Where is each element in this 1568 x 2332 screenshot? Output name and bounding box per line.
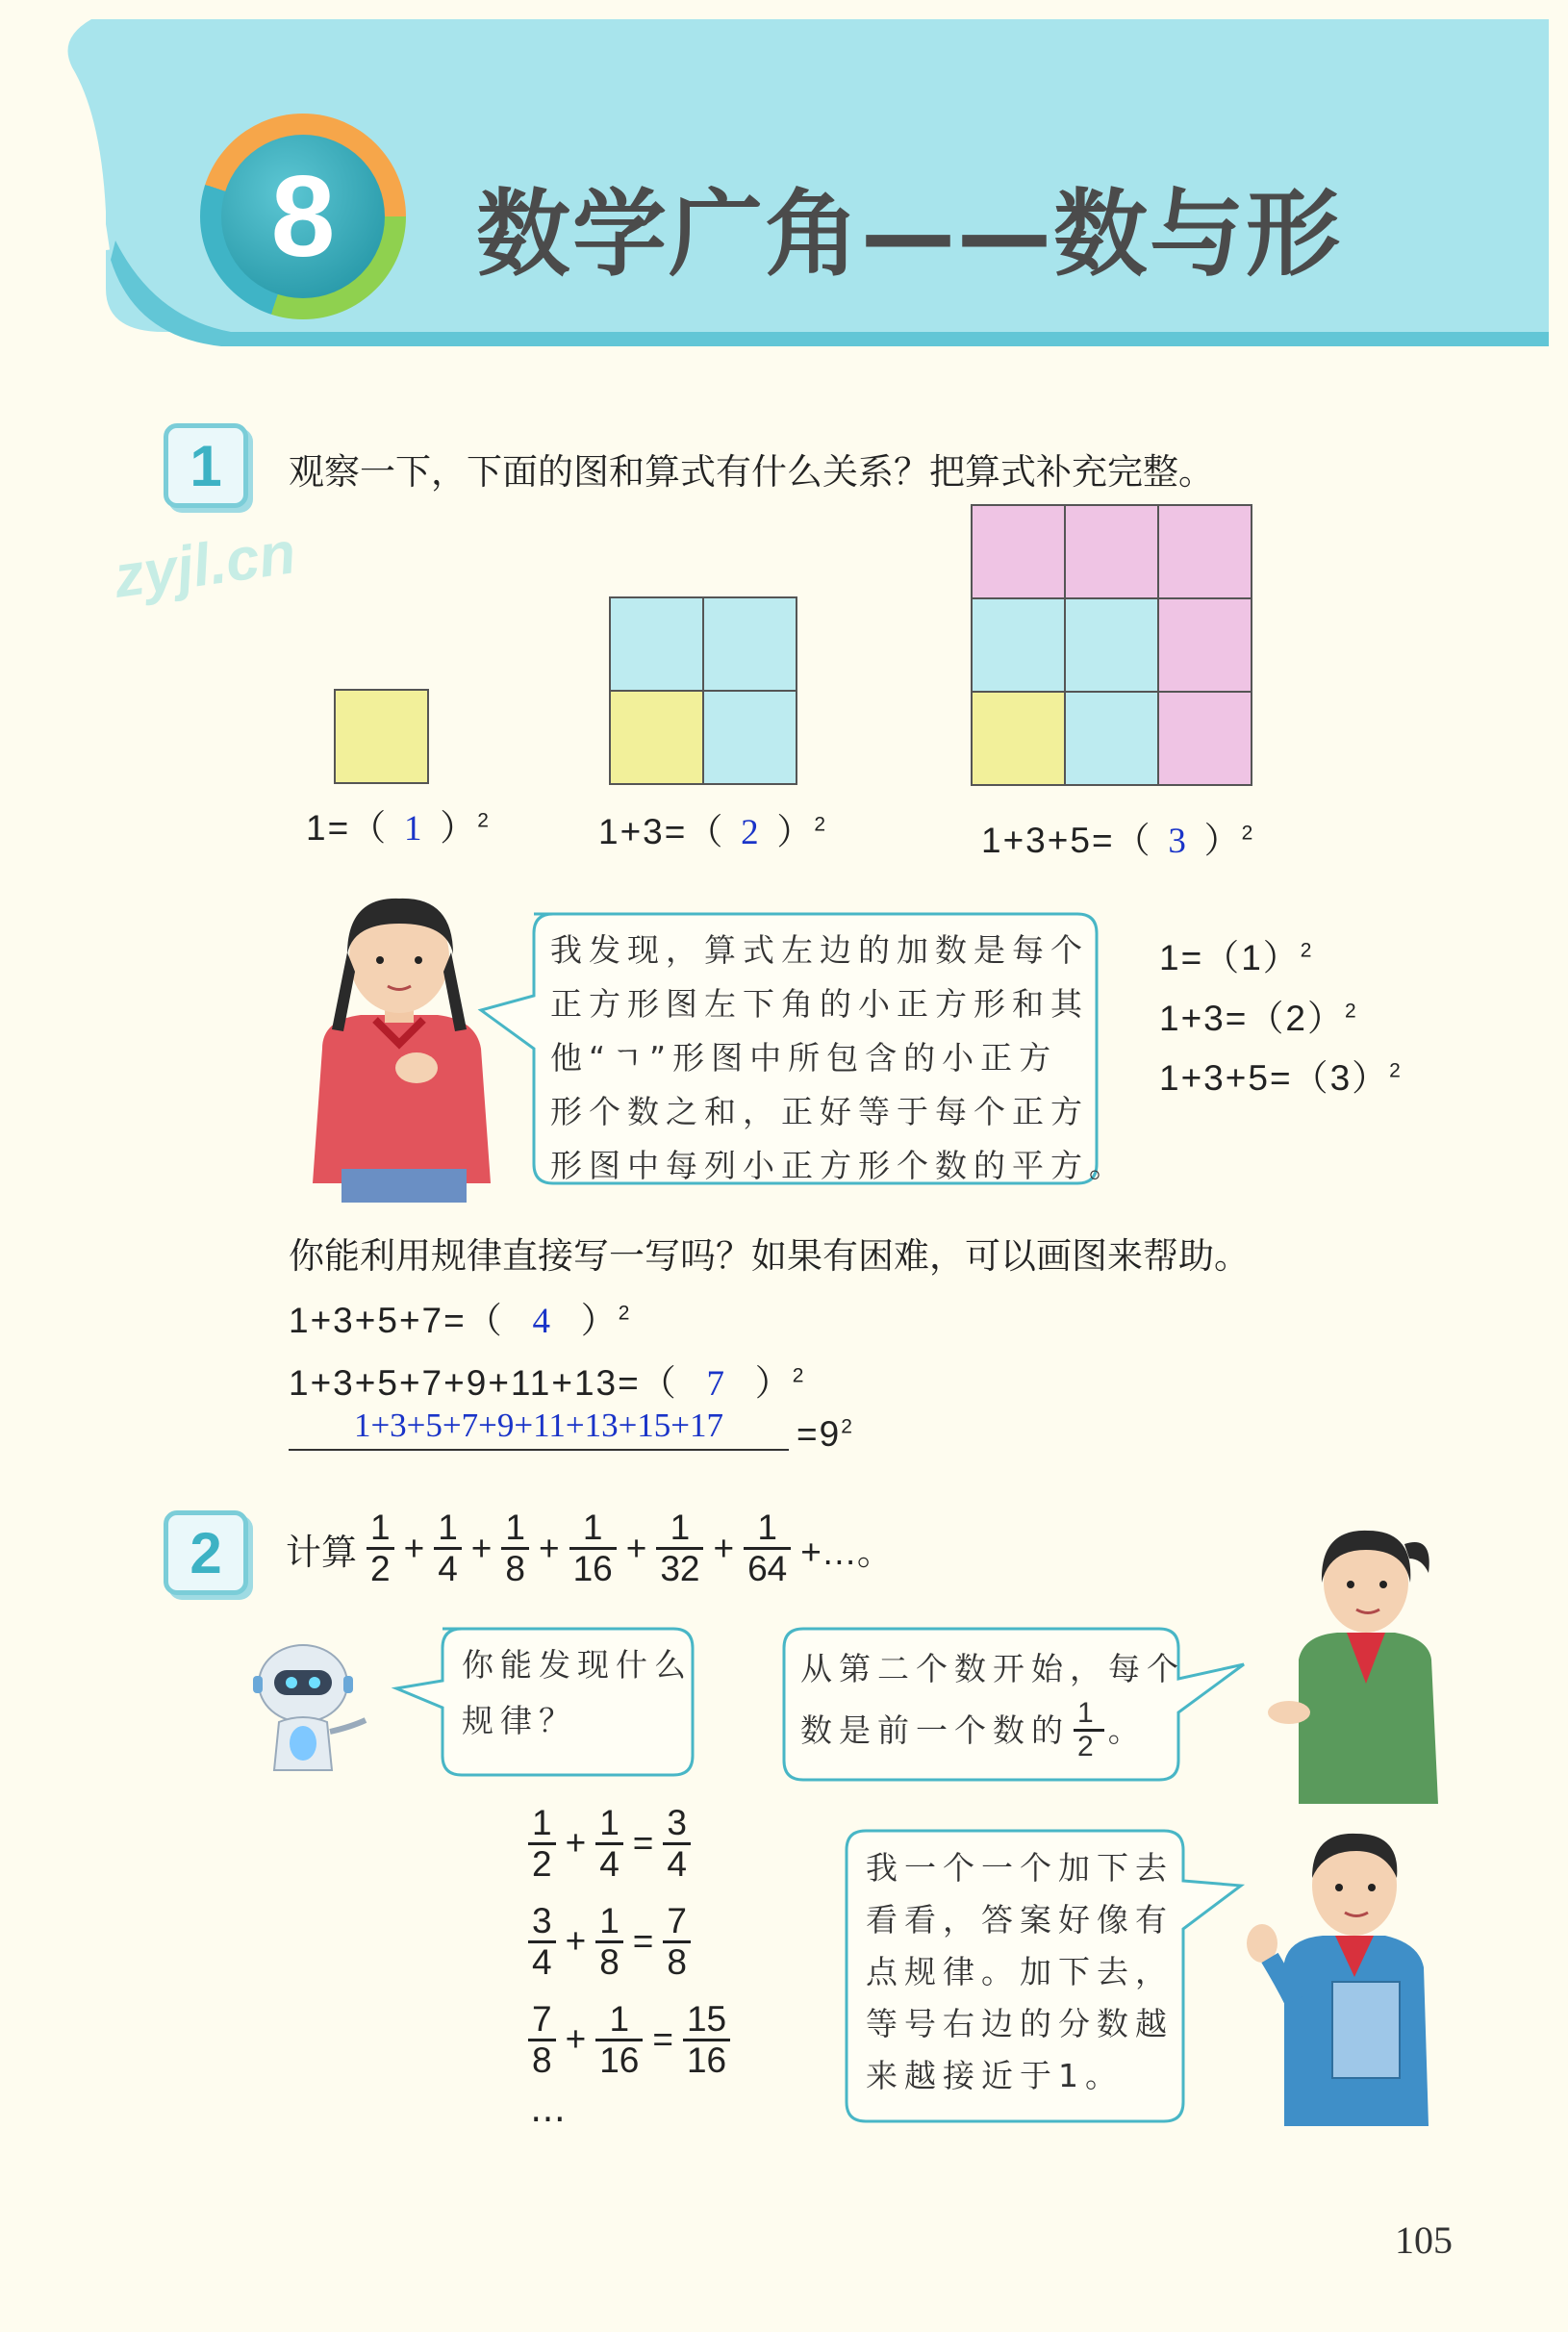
square-2x2 (610, 597, 797, 784)
fraction: $\frac{1}{64}$ (744, 1508, 791, 1588)
square-diagrams (327, 500, 1289, 798)
fraction-step-3 (524, 1990, 734, 2089)
example-2-badge: 2 (164, 1510, 248, 1595)
exercise-2-answer: 7 (706, 1364, 726, 1404)
plus-sign: + (565, 2019, 587, 2059)
watermark: zyjl.cn (110, 520, 300, 611)
formula-3: 1+3+5=（ 3 ）$^2$ (981, 821, 1255, 861)
fraction: $\frac{7}{8}$ (663, 1902, 691, 1982)
girl-bubble-line: 数是前一个数的 $\frac{1}{2}$ 。 (800, 1697, 1147, 1762)
fraction: $\frac{1}{32}$ (656, 1508, 703, 1588)
answer-2: 2 (741, 813, 761, 852)
fraction: $\frac{3}{4}$ (663, 1804, 691, 1884)
bubble-1-line: 他“ㄱ”形图中所包含的小正方 (550, 1039, 1058, 1077)
girl-pointing-illustration (1260, 1515, 1453, 1813)
fraction: $\frac{1}{16}$ (569, 1508, 617, 1588)
boy-bubble-line: 点规律。加下去， (866, 1953, 1174, 1990)
formula-1: 1=（ 1 ）$^2$ (306, 808, 491, 849)
fraction-step-2 (524, 1892, 734, 1990)
girl-bubble-text (800, 1640, 1185, 1762)
example-1-question: 观察一下，下面的图和算式有什么关系？把算式补充完整。 (289, 451, 1214, 493)
plus-sign: + (713, 1528, 735, 1568)
robot-bubble-line: 你能发现什么 (462, 1646, 693, 1684)
series-tail: +…。 (800, 1532, 893, 1572)
side-formula-1: $1=(1)^2$ (1159, 938, 1314, 977)
page-number: 105 (1395, 2218, 1453, 2262)
bubble-1-line: 形图中每列小正方形个数的平方。 (550, 1147, 1127, 1184)
fraction: $\frac{1}{8}$ (595, 1902, 623, 1982)
boy-bubble-line: 我一个一个加下去 (866, 1849, 1174, 1887)
fraction: $\frac{1}{16}$ (595, 2000, 643, 2080)
fill-blank-answer: 1+3+5+7+9+11+13+15+17 (353, 1407, 724, 1444)
steps-ellipsis: … (530, 2089, 566, 2130)
answer-1: 1 (403, 809, 424, 849)
exercise-1: 1+3+5+7=（ 4 ）$^2$ (289, 1301, 632, 1341)
fraction: $\frac{1}{2}$ (528, 1804, 556, 1884)
boy-bubble-text (866, 1842, 1174, 2102)
bubble-1-line: 形个数之和，正好等于每个正方 (550, 1093, 1089, 1130)
equals-sign: = (632, 1921, 654, 1961)
chapter-title: 数学广角——数与形 (476, 180, 1343, 290)
chapter-number: 8 (221, 135, 385, 298)
example-2-expression (286, 1508, 898, 1588)
boy-bubble-line: 看看，答案好像有 (866, 1901, 1174, 1939)
example-2-label: 计算 (286, 1531, 357, 1573)
boy-bubble-line: 等号右边的分数越 (866, 2005, 1174, 2042)
fraction: $\frac{7}{8}$ (528, 2000, 556, 2080)
plus-sign: + (565, 1823, 587, 1863)
fraction: $\frac{1}{2}$ (1074, 1698, 1104, 1762)
exercise-2: 1+3+5+7+9+11+13=（ 7 ）$^2$ (289, 1363, 806, 1404)
robot-illustration (236, 1635, 399, 1780)
fraction: $\frac{1}{8}$ (501, 1508, 529, 1588)
fill-blank-right: $=9^2$ (797, 1414, 854, 1454)
girl-bubble-line: 从第二个数开始，每个 (800, 1650, 1185, 1687)
robot-bubble-text (462, 1637, 693, 1749)
fill-blank (289, 1407, 789, 1451)
fraction: $\frac{15}{16}$ (683, 2000, 730, 2080)
side-formula-3: $1+3+5=(3)^2$ (1159, 1058, 1403, 1098)
plus-sign: + (565, 1921, 587, 1961)
fraction-steps (524, 1794, 734, 2130)
square-1x1 (335, 690, 428, 783)
boy-bubble-line: 来越接近于1。 (866, 2057, 1124, 2094)
bubble-1-line: 正方形图左下角的小正方形和其 (550, 985, 1089, 1023)
plus-sign: + (470, 1528, 493, 1568)
fraction: $\frac{1}{4}$ (434, 1508, 462, 1588)
fraction: $\frac{3}{4}$ (528, 1902, 556, 1982)
plus-sign: + (538, 1528, 560, 1568)
fraction: $\frac{1}{2}$ (367, 1508, 394, 1588)
answer-3: 3 (1168, 822, 1188, 861)
example-1-badge: 1 (164, 423, 248, 508)
fraction-step-1 (524, 1794, 734, 1892)
example-1-prompt: 你能利用规律直接写一写吗？如果有困难，可以画图来帮助。 (289, 1235, 1250, 1277)
exercise-1-answer: 4 (532, 1302, 552, 1341)
square-3x3 (972, 505, 1252, 785)
equals-sign: = (632, 1823, 654, 1863)
robot-bubble-line: 规律？ (462, 1702, 577, 1739)
plus-sign: + (625, 1528, 647, 1568)
equals-sign: = (652, 2019, 673, 2059)
formula-2: 1+3=（ 2 ）$^2$ (598, 812, 828, 852)
side-formula-2: $1+3=(2)^2$ (1159, 999, 1358, 1038)
bubble-1-line: 我发现，算式左边的加数是每个 (550, 931, 1089, 969)
bubble-1-text (550, 924, 1127, 1193)
fraction: $\frac{1}{4}$ (595, 1804, 623, 1884)
boy-illustration (1241, 1818, 1448, 2136)
plus-sign: + (403, 1528, 425, 1568)
